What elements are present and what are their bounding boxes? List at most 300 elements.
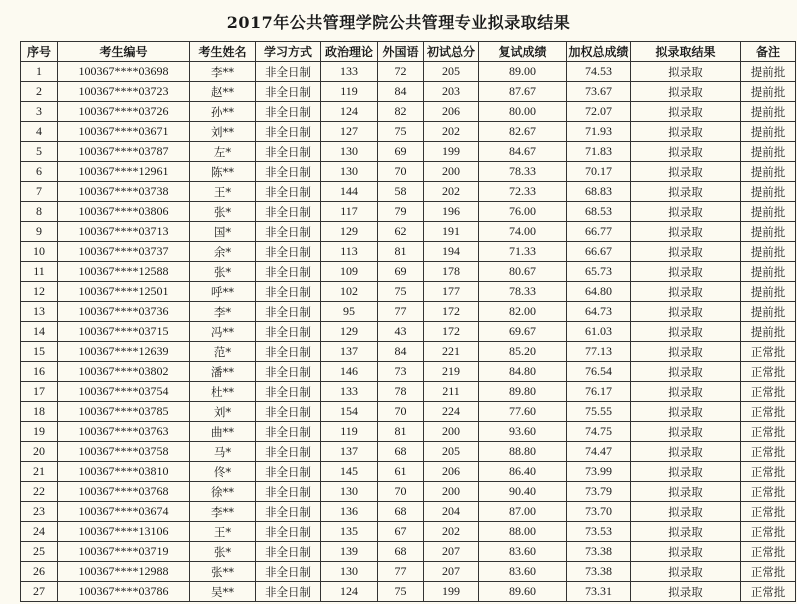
cell-study-mode: 非全日制: [256, 582, 321, 602]
cell-retest-score: 78.33: [479, 162, 567, 182]
cell-politics-score: 130: [321, 142, 378, 162]
cell-politics-score: 117: [321, 202, 378, 222]
cell-admission-result: 拟录取: [631, 402, 741, 422]
col-header-admission-result: 拟录取结果: [631, 42, 741, 62]
cell-politics-score: 133: [321, 62, 378, 82]
cell-foreign-language-score: 62: [378, 222, 424, 242]
cell-candidate-id: 100367****03674: [58, 502, 190, 522]
cell-candidate-id: 100367****03758: [58, 442, 190, 462]
cell-weighted-total: 77.13: [567, 342, 631, 362]
col-header-candidate-id: 考生编号: [58, 42, 190, 62]
table-row: [21, 502, 796, 522]
cell-study-mode: 非全日制: [256, 202, 321, 222]
cell-initial-total: 200: [424, 422, 479, 442]
table-row: [21, 122, 796, 142]
cell-admission-result: 拟录取: [631, 382, 741, 402]
cell-politics-score: 145: [321, 462, 378, 482]
cell-initial-total: 203: [424, 82, 479, 102]
cell-candidate-id: 100367****03737: [58, 242, 190, 262]
cell-foreign-language-score: 77: [378, 562, 424, 582]
cell-politics-score: 133: [321, 382, 378, 402]
table-row: [21, 102, 796, 122]
cell-initial-total: 202: [424, 182, 479, 202]
cell-index: 3: [21, 102, 58, 122]
cell-index: 5: [21, 142, 58, 162]
cell-candidate-id: 100367****03785: [58, 402, 190, 422]
cell-foreign-language-score: 70: [378, 402, 424, 422]
cell-remark: 提前批: [741, 122, 796, 142]
col-header-foreign-language: 外国语: [378, 42, 424, 62]
cell-admission-result: 拟录取: [631, 422, 741, 442]
cell-retest-score: 86.40: [479, 462, 567, 482]
cell-study-mode: 非全日制: [256, 542, 321, 562]
cell-candidate-name: 赵**: [190, 82, 256, 102]
cell-remark: 正常批: [741, 442, 796, 462]
cell-index: 13: [21, 302, 58, 322]
cell-remark: 提前批: [741, 262, 796, 282]
cell-weighted-total: 70.17: [567, 162, 631, 182]
cell-politics-score: 129: [321, 222, 378, 242]
cell-initial-total: 211: [424, 382, 479, 402]
cell-admission-result: 拟录取: [631, 162, 741, 182]
cell-index: 15: [21, 342, 58, 362]
cell-weighted-total: 73.70: [567, 502, 631, 522]
cell-politics-score: 146: [321, 362, 378, 382]
col-header-weighted-total: 加权总成绩: [567, 42, 631, 62]
cell-index: 24: [21, 522, 58, 542]
cell-politics-score: 154: [321, 402, 378, 422]
cell-retest-score: 90.40: [479, 482, 567, 502]
cell-politics-score: 119: [321, 82, 378, 102]
cell-remark: 正常批: [741, 342, 796, 362]
cell-candidate-id: 100367****03719: [58, 542, 190, 562]
cell-retest-score: 80.00: [479, 102, 567, 122]
cell-candidate-id: 100367****03754: [58, 382, 190, 402]
cell-foreign-language-score: 69: [378, 262, 424, 282]
cell-admission-result: 拟录取: [631, 242, 741, 262]
cell-retest-score: 88.00: [479, 522, 567, 542]
cell-candidate-name: 国*: [190, 222, 256, 242]
cell-initial-total: 224: [424, 402, 479, 422]
cell-politics-score: 137: [321, 342, 378, 362]
table-row: [21, 182, 796, 202]
cell-foreign-language-score: 75: [378, 282, 424, 302]
cell-remark: 提前批: [741, 182, 796, 202]
cell-index: 21: [21, 462, 58, 482]
col-header-index: 序号: [21, 42, 58, 62]
cell-study-mode: 非全日制: [256, 562, 321, 582]
cell-weighted-total: 65.73: [567, 262, 631, 282]
table-row: [21, 542, 796, 562]
cell-foreign-language-score: 79: [378, 202, 424, 222]
cell-admission-result: 拟录取: [631, 122, 741, 142]
cell-politics-score: 137: [321, 442, 378, 462]
cell-study-mode: 非全日制: [256, 102, 321, 122]
cell-politics-score: 109: [321, 262, 378, 282]
cell-weighted-total: 75.55: [567, 402, 631, 422]
cell-candidate-id: 100367****03723: [58, 82, 190, 102]
cell-admission-result: 拟录取: [631, 302, 741, 322]
cell-foreign-language-score: 78: [378, 382, 424, 402]
cell-weighted-total: 73.38: [567, 542, 631, 562]
cell-remark: 正常批: [741, 382, 796, 402]
cell-initial-total: 207: [424, 562, 479, 582]
cell-retest-score: 80.67: [479, 262, 567, 282]
cell-candidate-name: 孙**: [190, 102, 256, 122]
cell-study-mode: 非全日制: [256, 222, 321, 242]
cell-admission-result: 拟录取: [631, 542, 741, 562]
table-row: [21, 222, 796, 242]
cell-initial-total: 205: [424, 62, 479, 82]
cell-initial-total: 205: [424, 442, 479, 462]
cell-initial-total: 196: [424, 202, 479, 222]
cell-index: 22: [21, 482, 58, 502]
cell-admission-result: 拟录取: [631, 142, 741, 162]
cell-foreign-language-score: 73: [378, 362, 424, 382]
table-row: [21, 562, 796, 582]
cell-foreign-language-score: 77: [378, 302, 424, 322]
cell-foreign-language-score: 70: [378, 482, 424, 502]
cell-candidate-name: 张*: [190, 542, 256, 562]
cell-candidate-id: 100367****12961: [58, 162, 190, 182]
cell-foreign-language-score: 75: [378, 122, 424, 142]
cell-politics-score: 136: [321, 502, 378, 522]
cell-study-mode: 非全日制: [256, 182, 321, 202]
cell-study-mode: 非全日制: [256, 462, 321, 482]
cell-candidate-id: 100367****03763: [58, 422, 190, 442]
cell-candidate-id: 100367****03736: [58, 302, 190, 322]
cell-initial-total: 199: [424, 142, 479, 162]
cell-politics-score: 127: [321, 122, 378, 142]
cell-remark: 提前批: [741, 102, 796, 122]
cell-admission-result: 拟录取: [631, 182, 741, 202]
cell-retest-score: 84.67: [479, 142, 567, 162]
cell-initial-total: 204: [424, 502, 479, 522]
cell-foreign-language-score: 43: [378, 322, 424, 342]
cell-remark: 正常批: [741, 562, 796, 582]
cell-remark: 提前批: [741, 282, 796, 302]
cell-candidate-name: 张**: [190, 562, 256, 582]
cell-index: 20: [21, 442, 58, 462]
cell-candidate-id: 100367****03787: [58, 142, 190, 162]
table-row: [21, 262, 796, 282]
cell-remark: 正常批: [741, 482, 796, 502]
cell-index: 11: [21, 262, 58, 282]
cell-initial-total: 221: [424, 342, 479, 362]
cell-politics-score: 124: [321, 102, 378, 122]
cell-weighted-total: 64.73: [567, 302, 631, 322]
cell-initial-total: 172: [424, 322, 479, 342]
col-header-study-mode: 学习方式: [256, 42, 321, 62]
cell-candidate-name: 左*: [190, 142, 256, 162]
cell-remark: 提前批: [741, 202, 796, 222]
cell-candidate-id: 100367****03786: [58, 582, 190, 602]
cell-candidate-id: 100367****03738: [58, 182, 190, 202]
cell-candidate-name: 余*: [190, 242, 256, 262]
cell-retest-score: 77.60: [479, 402, 567, 422]
cell-index: 9: [21, 222, 58, 242]
cell-retest-score: 93.60: [479, 422, 567, 442]
cell-politics-score: 113: [321, 242, 378, 262]
cell-foreign-language-score: 67: [378, 522, 424, 542]
cell-index: 16: [21, 362, 58, 382]
cell-initial-total: 199: [424, 582, 479, 602]
cell-admission-result: 拟录取: [631, 82, 741, 102]
cell-foreign-language-score: 61: [378, 462, 424, 482]
table-row: [21, 522, 796, 542]
table-row: [21, 162, 796, 182]
cell-foreign-language-score: 84: [378, 82, 424, 102]
cell-weighted-total: 73.67: [567, 82, 631, 102]
cell-candidate-name: 刘*: [190, 402, 256, 422]
cell-foreign-language-score: 81: [378, 242, 424, 262]
cell-admission-result: 拟录取: [631, 282, 741, 302]
cell-study-mode: 非全日制: [256, 502, 321, 522]
cell-weighted-total: 71.93: [567, 122, 631, 142]
cell-candidate-id: 100367****03713: [58, 222, 190, 242]
cell-weighted-total: 68.83: [567, 182, 631, 202]
cell-remark: 提前批: [741, 222, 796, 242]
cell-retest-score: 76.00: [479, 202, 567, 222]
admission-results-table: [20, 41, 796, 602]
cell-weighted-total: 73.79: [567, 482, 631, 502]
cell-candidate-id: 100367****12501: [58, 282, 190, 302]
cell-candidate-name: 李*: [190, 302, 256, 322]
cell-politics-score: 129: [321, 322, 378, 342]
cell-initial-total: 177: [424, 282, 479, 302]
cell-study-mode: 非全日制: [256, 482, 321, 502]
cell-candidate-name: 陈**: [190, 162, 256, 182]
cell-candidate-name: 徐**: [190, 482, 256, 502]
cell-retest-score: 87.00: [479, 502, 567, 522]
table-row: [21, 62, 796, 82]
cell-politics-score: 119: [321, 422, 378, 442]
cell-politics-score: 139: [321, 542, 378, 562]
cell-remark: 正常批: [741, 362, 796, 382]
cell-admission-result: 拟录取: [631, 482, 741, 502]
cell-politics-score: 144: [321, 182, 378, 202]
table-row: [21, 462, 796, 482]
cell-candidate-id: 100367****03802: [58, 362, 190, 382]
cell-foreign-language-score: 68: [378, 502, 424, 522]
cell-weighted-total: 61.03: [567, 322, 631, 342]
cell-candidate-name: 吴**: [190, 582, 256, 602]
cell-candidate-name: 刘**: [190, 122, 256, 142]
cell-politics-score: 124: [321, 582, 378, 602]
cell-politics-score: 102: [321, 282, 378, 302]
cell-retest-score: 83.60: [479, 562, 567, 582]
cell-study-mode: 非全日制: [256, 242, 321, 262]
table-row: [21, 362, 796, 382]
cell-weighted-total: 68.53: [567, 202, 631, 222]
cell-weighted-total: 74.75: [567, 422, 631, 442]
cell-index: 17: [21, 382, 58, 402]
cell-candidate-name: 潘**: [190, 362, 256, 382]
cell-retest-score: 78.33: [479, 282, 567, 302]
cell-study-mode: 非全日制: [256, 522, 321, 542]
cell-weighted-total: 73.53: [567, 522, 631, 542]
cell-index: 6: [21, 162, 58, 182]
cell-weighted-total: 72.07: [567, 102, 631, 122]
table-row: [21, 142, 796, 162]
cell-remark: 提前批: [741, 242, 796, 262]
cell-index: 1: [21, 62, 58, 82]
cell-candidate-name: 张*: [190, 202, 256, 222]
cell-candidate-id: 100367****03768: [58, 482, 190, 502]
cell-admission-result: 拟录取: [631, 562, 741, 582]
cell-initial-total: 172: [424, 302, 479, 322]
cell-remark: 正常批: [741, 402, 796, 422]
cell-retest-score: 83.60: [479, 542, 567, 562]
cell-study-mode: 非全日制: [256, 262, 321, 282]
cell-study-mode: 非全日制: [256, 302, 321, 322]
table-body: [21, 62, 796, 602]
cell-candidate-name: 呼**: [190, 282, 256, 302]
cell-admission-result: 拟录取: [631, 522, 741, 542]
cell-admission-result: 拟录取: [631, 502, 741, 522]
cell-index: 10: [21, 242, 58, 262]
cell-admission-result: 拟录取: [631, 62, 741, 82]
table-header-row: [21, 42, 796, 62]
table-row: [21, 482, 796, 502]
cell-weighted-total: 64.80: [567, 282, 631, 302]
cell-foreign-language-score: 68: [378, 442, 424, 462]
cell-weighted-total: 76.54: [567, 362, 631, 382]
table-row: [21, 242, 796, 262]
cell-remark: 提前批: [741, 162, 796, 182]
col-header-initial-total: 初试总分: [424, 42, 479, 62]
cell-admission-result: 拟录取: [631, 582, 741, 602]
cell-admission-result: 拟录取: [631, 202, 741, 222]
cell-index: 25: [21, 542, 58, 562]
cell-index: 26: [21, 562, 58, 582]
cell-study-mode: 非全日制: [256, 382, 321, 402]
cell-index: 12: [21, 282, 58, 302]
cell-politics-score: 130: [321, 482, 378, 502]
cell-index: 4: [21, 122, 58, 142]
cell-initial-total: 200: [424, 482, 479, 502]
cell-retest-score: 89.60: [479, 582, 567, 602]
cell-candidate-name: 曲**: [190, 422, 256, 442]
cell-politics-score: 95: [321, 302, 378, 322]
table-row: [21, 202, 796, 222]
cell-foreign-language-score: 75: [378, 582, 424, 602]
cell-retest-score: 85.20: [479, 342, 567, 362]
cell-candidate-name: 杜**: [190, 382, 256, 402]
cell-study-mode: 非全日制: [256, 362, 321, 382]
cell-candidate-id: 100367****12639: [58, 342, 190, 362]
table-row: [21, 82, 796, 102]
cell-index: 2: [21, 82, 58, 102]
cell-candidate-name: 李**: [190, 502, 256, 522]
cell-initial-total: 206: [424, 102, 479, 122]
cell-remark: 提前批: [741, 302, 796, 322]
cell-index: 7: [21, 182, 58, 202]
cell-foreign-language-score: 58: [378, 182, 424, 202]
cell-candidate-name: 马*: [190, 442, 256, 462]
cell-candidate-id: 100367****03715: [58, 322, 190, 342]
cell-remark: 正常批: [741, 502, 796, 522]
cell-weighted-total: 66.67: [567, 242, 631, 262]
cell-remark: 正常批: [741, 522, 796, 542]
cell-index: 8: [21, 202, 58, 222]
cell-remark: 正常批: [741, 582, 796, 602]
cell-retest-score: 71.33: [479, 242, 567, 262]
cell-study-mode: 非全日制: [256, 322, 321, 342]
cell-foreign-language-score: 68: [378, 542, 424, 562]
cell-index: 27: [21, 582, 58, 602]
table-row: [21, 282, 796, 302]
table-row: [21, 342, 796, 362]
cell-retest-score: 82.00: [479, 302, 567, 322]
table-row: [21, 322, 796, 342]
cell-retest-score: 87.67: [479, 82, 567, 102]
cell-initial-total: 202: [424, 522, 479, 542]
cell-index: 14: [21, 322, 58, 342]
cell-index: 23: [21, 502, 58, 522]
cell-admission-result: 拟录取: [631, 342, 741, 362]
cell-foreign-language-score: 69: [378, 142, 424, 162]
cell-weighted-total: 74.47: [567, 442, 631, 462]
cell-initial-total: 191: [424, 222, 479, 242]
cell-candidate-id: 100367****12588: [58, 262, 190, 282]
cell-candidate-name: 佟*: [190, 462, 256, 482]
page-title: 2017年公共管理学院公共管理专业拟录取结果: [226, 13, 571, 32]
cell-initial-total: 202: [424, 122, 479, 142]
cell-study-mode: 非全日制: [256, 162, 321, 182]
cell-study-mode: 非全日制: [256, 422, 321, 442]
cell-remark: 提前批: [741, 82, 796, 102]
cell-retest-score: 89.80: [479, 382, 567, 402]
cell-politics-score: 135: [321, 522, 378, 542]
cell-study-mode: 非全日制: [256, 342, 321, 362]
cell-study-mode: 非全日制: [256, 402, 321, 422]
cell-weighted-total: 73.99: [567, 462, 631, 482]
table-row: [21, 422, 796, 442]
cell-weighted-total: 73.38: [567, 562, 631, 582]
cell-initial-total: 200: [424, 162, 479, 182]
cell-initial-total: 194: [424, 242, 479, 262]
cell-foreign-language-score: 84: [378, 342, 424, 362]
cell-remark: 提前批: [741, 142, 796, 162]
cell-study-mode: 非全日制: [256, 62, 321, 82]
cell-admission-result: 拟录取: [631, 222, 741, 242]
cell-politics-score: 130: [321, 162, 378, 182]
cell-candidate-id: 100367****03810: [58, 462, 190, 482]
cell-initial-total: 207: [424, 542, 479, 562]
cell-study-mode: 非全日制: [256, 282, 321, 302]
cell-candidate-id: 100367****03698: [58, 62, 190, 82]
cell-initial-total: 206: [424, 462, 479, 482]
table-row: [21, 302, 796, 322]
cell-candidate-id: 100367****03806: [58, 202, 190, 222]
cell-candidate-name: 王*: [190, 182, 256, 202]
cell-candidate-name: 李**: [190, 62, 256, 82]
cell-admission-result: 拟录取: [631, 462, 741, 482]
cell-index: 18: [21, 402, 58, 422]
col-header-candidate-name: 考生姓名: [190, 42, 256, 62]
cell-candidate-name: 范*: [190, 342, 256, 362]
cell-candidate-name: 张*: [190, 262, 256, 282]
cell-remark: 正常批: [741, 462, 796, 482]
cell-candidate-name: 王*: [190, 522, 256, 542]
table-row: [21, 382, 796, 402]
cell-weighted-total: 71.83: [567, 142, 631, 162]
cell-initial-total: 178: [424, 262, 479, 282]
cell-weighted-total: 73.31: [567, 582, 631, 602]
col-header-politics: 政治理论: [321, 42, 378, 62]
cell-candidate-id: 100367****03726: [58, 102, 190, 122]
